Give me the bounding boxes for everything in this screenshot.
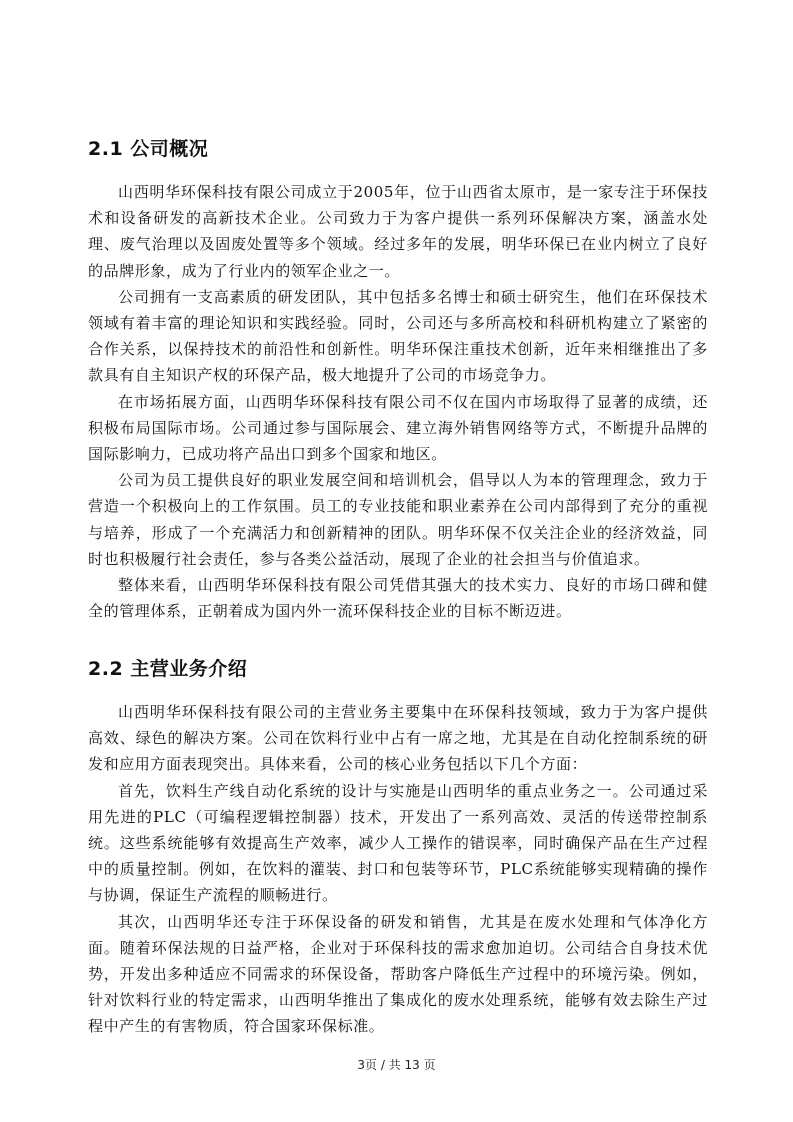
section-body-company-overview: [88, 179, 708, 624]
page-number-footer: 3页 / 共 13 页: [357, 1058, 436, 1072]
paragraph: 山西明华环保科技有限公司成立于2005年，位于山西省太原市，是一家专注于环保技术和设备研发的高新技术企业。公司致力于为客户提供一系列环保解决方案，涵盖水处理、废气治理以及固废处置等多个领域。经过多年的发展，明华环保已在业内树立了良好的品牌形象，成为了行业内的领军企业之一。: [88, 183, 708, 280]
paragraph: 首先，饮料生产线自动化系统的设计与实施是山西明华的重点业务之一。公司通过采用先进的PLC（可编程逻辑控制器）技术，开发出了一系列高效、灵活的传送带控制系统。这些系统能够有效提高生产效率，减少人工操作的错误率，同时确保产品在生产过程中的质量控制。例如，在饮料的灌装、封口和包装等环节，PLC系统能够实现精确的操作与协调，保证生产流程的顺畅进行。: [88, 781, 708, 905]
section-heading-main-business: 2.2 主营业务介绍: [88, 658, 248, 680]
paragraph: 公司拥有一支高素质的研发团队，其中包括多名博士和硕士研究生，他们在环保技术领域有着丰富的理论知识和实践经验。同时，公司还与多所高校和科研机构建立了紧密的合作关系，以保持技术的前沿性和创新性。明华环保注重技术创新，近年来相继推出了多款具有自主知识产权的环保产品，极大地提升了公司的市场竞争力。: [88, 287, 708, 385]
section-heading-company-overview: 2.1 公司概况: [88, 138, 209, 160]
paragraph: 整体来看，山西明华环保科技有限公司凭借其强大的技术实力、良好的市场口碑和健全的管理体系，正朝着成为国内外一流环保科技企业的目标不断迈进。: [88, 576, 708, 621]
section-body-main-business: [88, 699, 708, 1040]
paragraph: 在市场拓展方面，山西明华环保科技有限公司不仅在国内市场取得了显著的成绩，还积极布局国际市场。公司通过参与国际展会、建立海外销售网络等方式，不断提升品牌的国际影响力，已成功将产品出口到多个国家和地区。: [88, 392, 708, 464]
paragraph: 公司为员工提供良好的职业发展空间和培训机会，倡导以人为本的管理理念，致力于营造一个积极向上的工作氛围。员工的专业技能和职业素养在公司内部得到了充分的重视与培养，形成了一个充满活力和创新精神的团队。明华环保不仅关注企业的经济效益，同时也积极履行社会责任，参与各类公益活动，展现了企业的社会担当与价值追求。: [88, 471, 708, 568]
paragraph: 山西明华环保科技有限公司的主营业务主要集中在环保科技领域，致力于为客户提供高效、绿色的解决方案。公司在饮料行业中占有一席之地，尤其是在自动化控制系统的研发和应用方面表现突出。具体来看，公司的核心业务包括以下几个方面：: [88, 703, 708, 774]
paragraph: 其次，山西明华还专注于环保设备的研发和销售，尤其是在废水处理和气体净化方面。随着环保法规的日益严格，企业对于环保科技的需求愈加迫切。公司结合自身技术优势，开发出多种适应不同需求的环保设备，帮助客户降低生产过程中的环境污染。例如，针对饮料行业的特定需求，山西明华推出了集成化的废水处理系统，能够有效去除生产过程中产生的有害物质，符合国家环保标准。: [88, 912, 708, 1036]
